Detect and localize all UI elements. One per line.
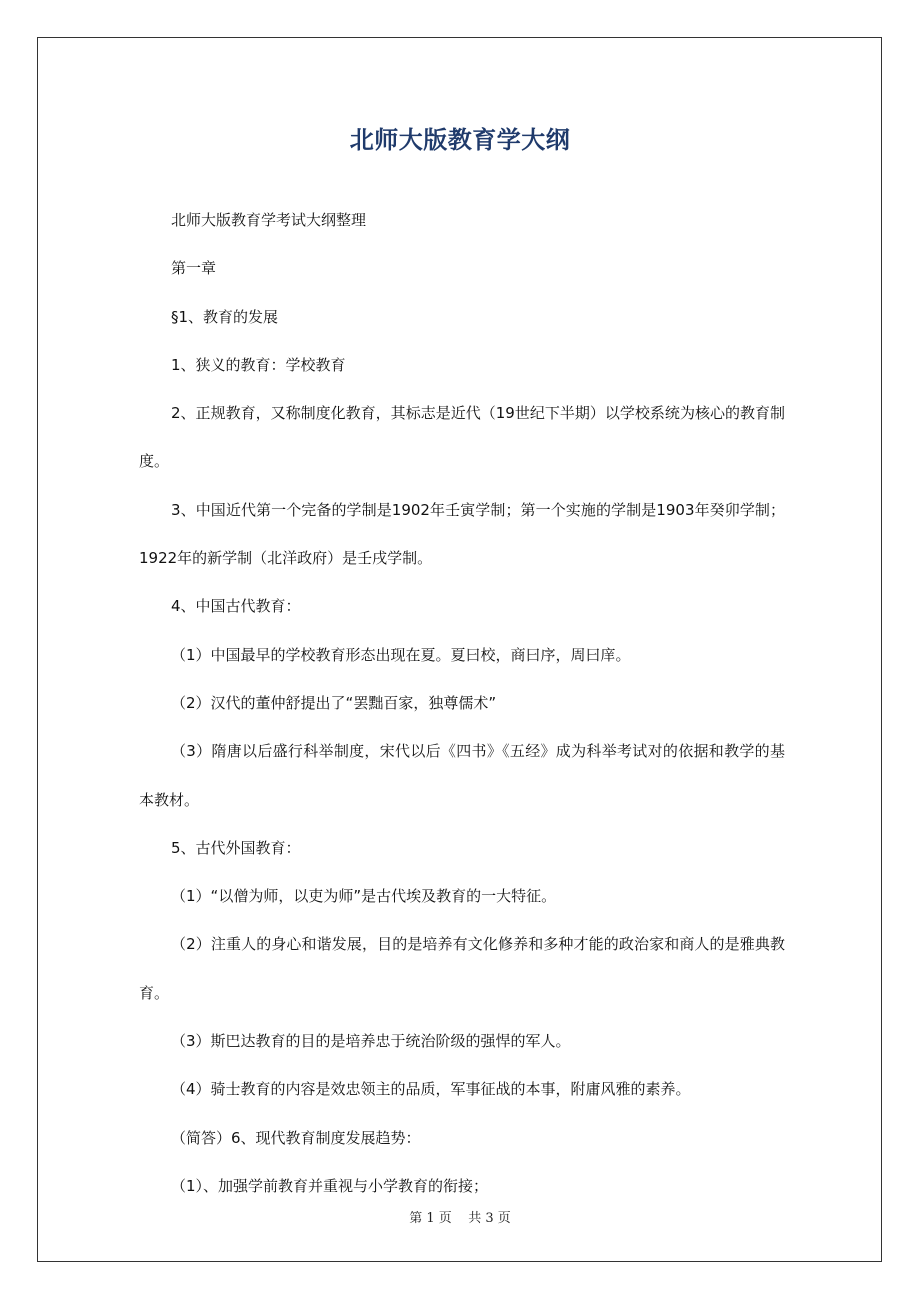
paragraph: 2、正规教育，又称制度化教育，其标志是近代（19世纪下半期）以学校系统为核心的教育制度。 [139,404,785,471]
paragraph: （1）中国最早的学校教育形态出现在夏。夏曰校，商曰序，周曰庠。 [171,645,631,664]
page-number: 第 1 页 [409,1211,452,1226]
paragraph: （3）隋唐以后盛行科举制度，宋代以后《四书》《五经》成为科举考试对的依据和教学的基本教材。 [139,742,785,809]
paragraph: 1、狭义的教育：学校教育 [171,355,346,374]
document-body [139,196,785,1210]
chapter-heading: 第一章 [171,259,217,278]
paragraph: （4）骑士教育的内容是效忠领主的品质，军事征战的本事，附庸风雅的素养。 [171,1080,691,1099]
document-title: 北师大版教育学大纲 [349,126,571,154]
paragraph: 北师大版教育学考试大纲整理 [171,211,367,229]
paragraph: 4、中国古代教育： [171,597,301,616]
paragraph: 5、古代外国教育： [171,838,301,857]
paragraph: （1）“以僧为师，以吏为师”是古代埃及教育的一大特征。 [171,887,557,906]
paragraph: 3、中国近代第一个完备的学制是1902年壬寅学制；第一个实施的学制是1903年癸卯学制；1922年的新学制（北洋政府）是壬戌学制。 [139,500,785,568]
paragraph: （2）汉代的董仲舒提出了“罢黜百家，独尊儒术” [171,693,497,712]
page-total: 共 3 页 [468,1211,511,1226]
page-footer [0,1207,920,1226]
paragraph: （简答）6、现代教育制度发展趋势： [171,1128,421,1147]
paragraph: （2）注重人的身心和谐发展，目的是培养有文化修养和多种才能的政治家和商人的是雅典教育。 [139,935,785,1002]
paragraph: （1）、加强学前教育并重视与小学教育的衔接； [171,1176,489,1195]
paragraph: （3）斯巴达教育的目的是培养忠于统治阶级的强悍的军人。 [171,1032,571,1051]
section-heading: §1、教育的发展 [171,307,279,326]
